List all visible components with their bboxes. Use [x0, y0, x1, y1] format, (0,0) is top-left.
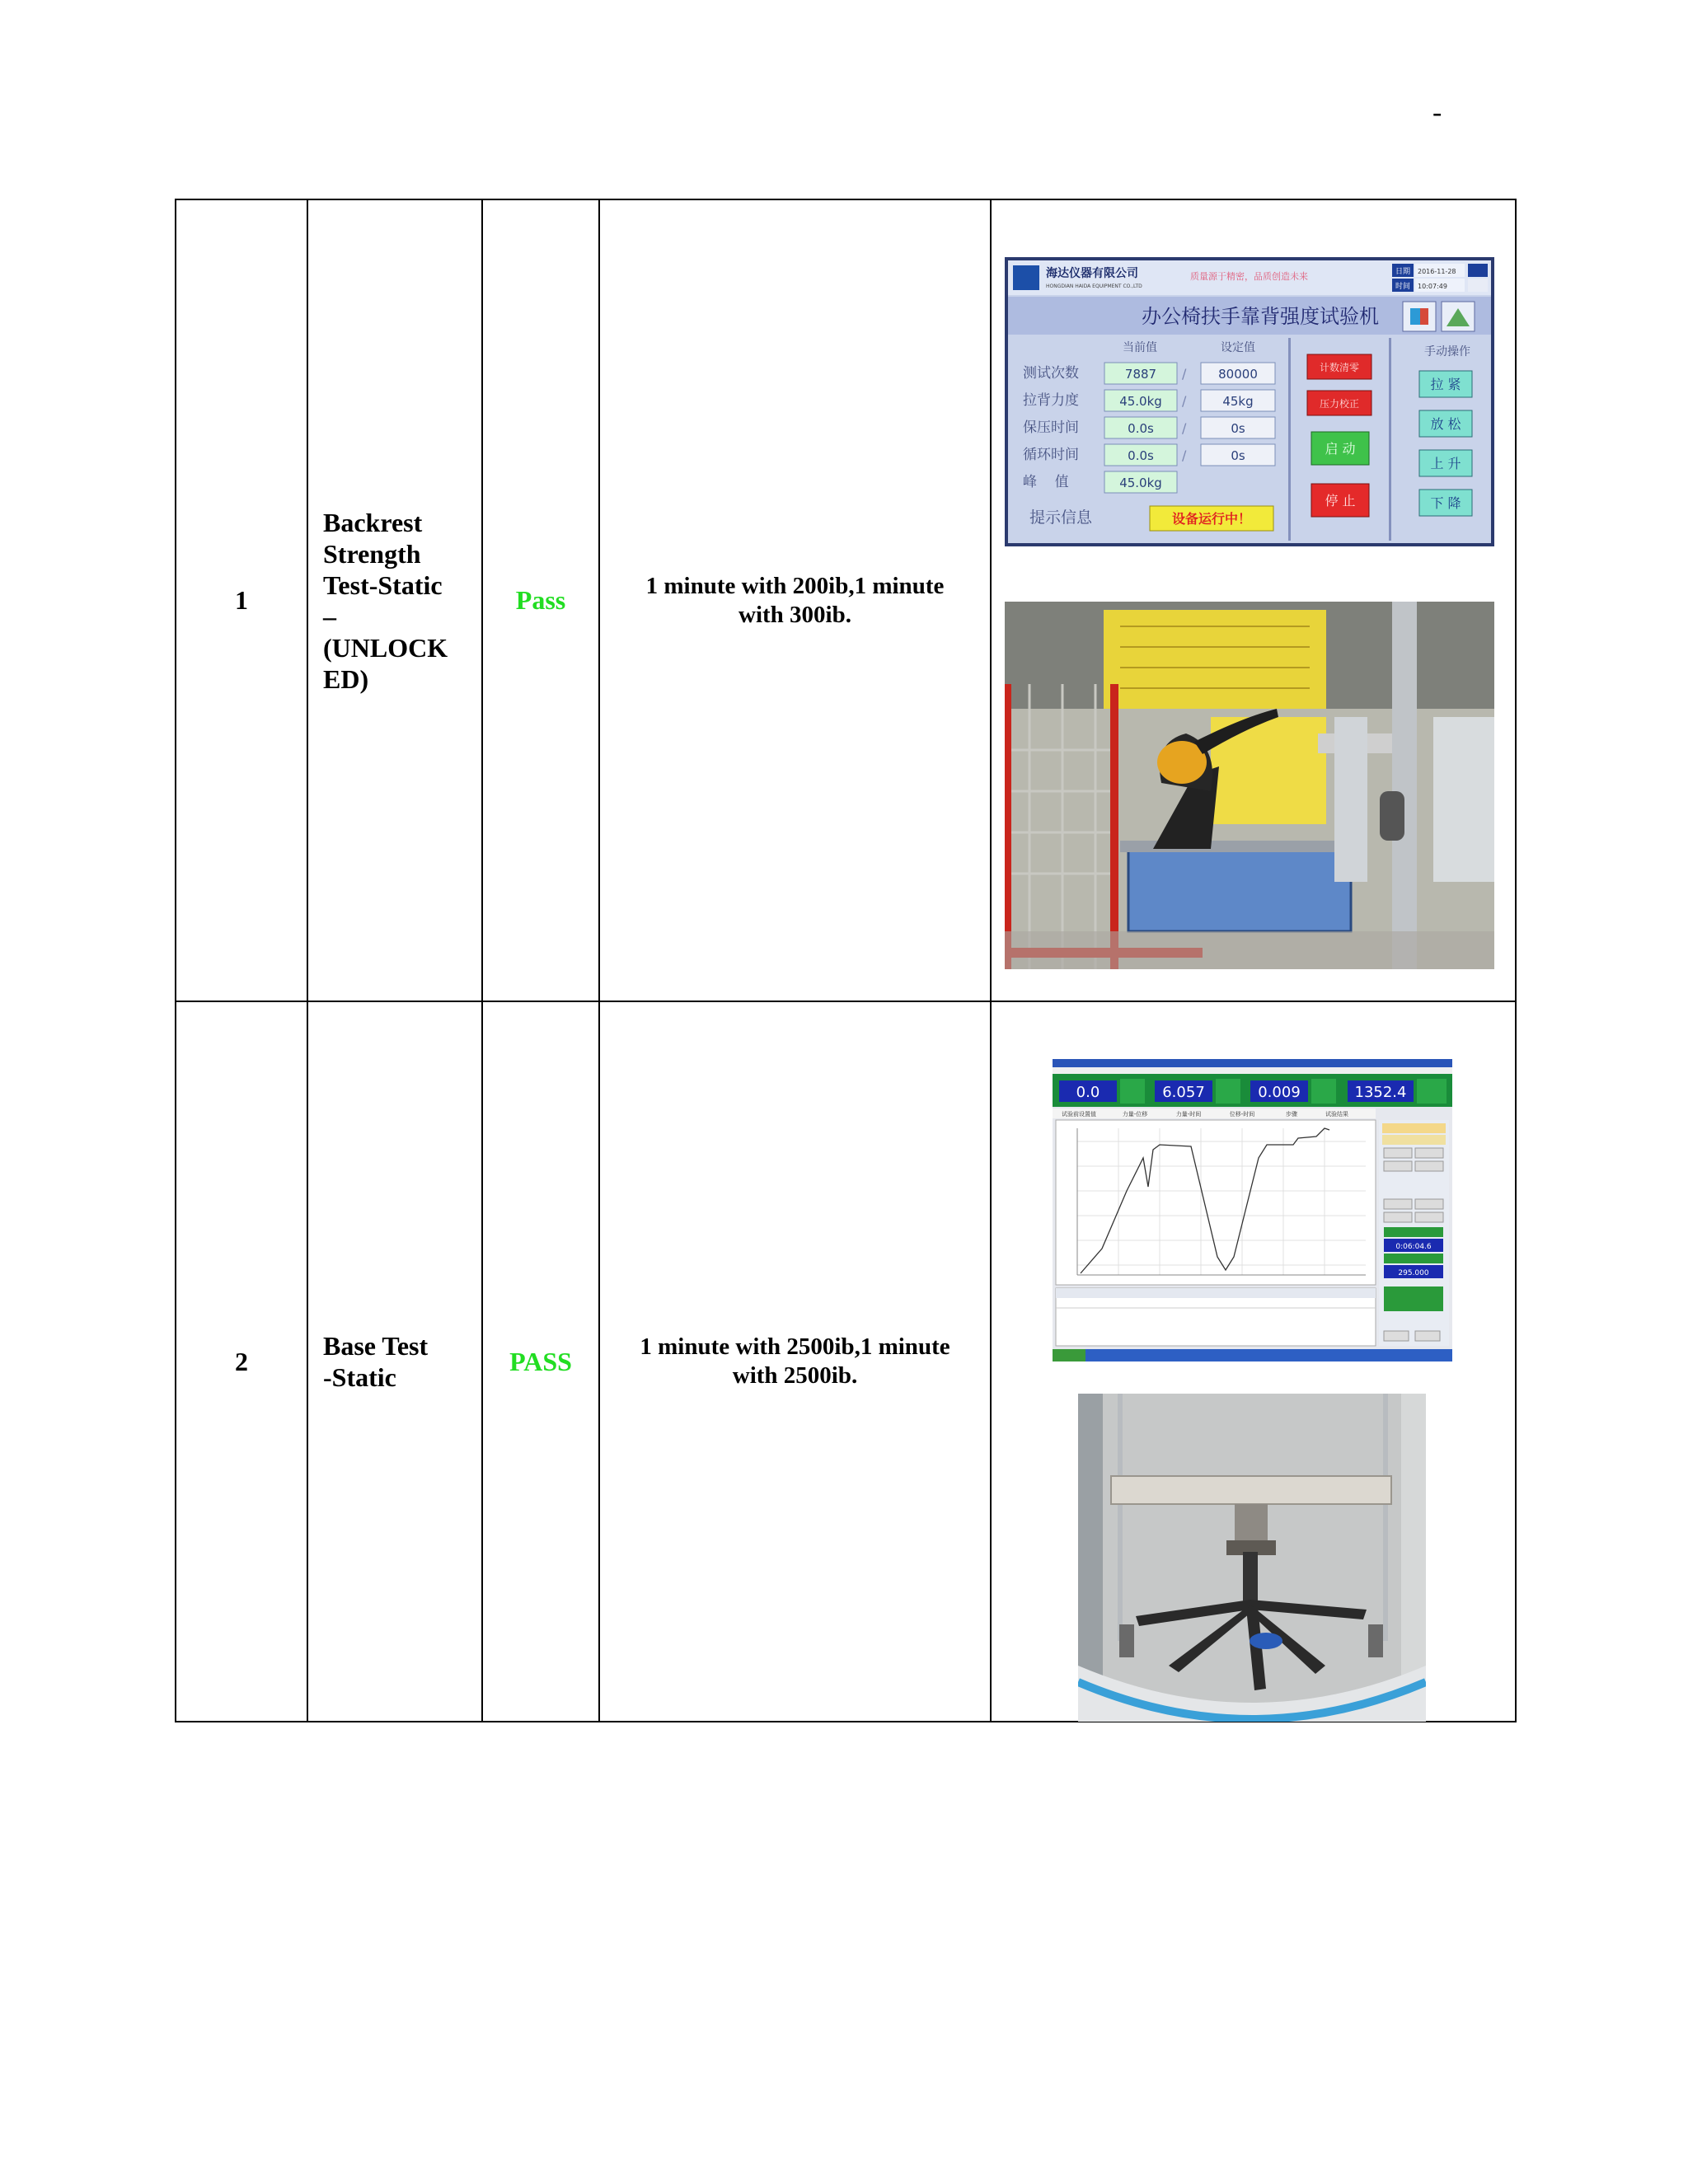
hmi-current-value: 7887 [1124, 367, 1157, 382]
hmi-param-label: 测试次数 [1023, 365, 1079, 382]
svg-text:/: / [1182, 366, 1187, 382]
description-line: with 300ib. [738, 601, 851, 628]
hmi-current-value: 0.0s [1128, 448, 1154, 463]
hmi-set-value: 45kg [1222, 394, 1254, 409]
hmi-set-value: 0s [1231, 448, 1245, 463]
test-result: PASS [482, 1001, 599, 1722]
hmi-param-label: 循环时间 [1023, 447, 1079, 463]
software-tab: 步骤 [1286, 1111, 1297, 1118]
hmi-start-label: 启 动 [1325, 441, 1356, 457]
test-name [307, 199, 482, 1001]
row-number: 1 [176, 199, 307, 1001]
hmi-current-value: 0.0s [1128, 421, 1154, 436]
hmi-notice: 质量源于精密，品质创造未来 [1190, 271, 1308, 282]
hmi-red-button-label: 计数清零 [1319, 362, 1360, 373]
test-name-line: Backrest [323, 507, 423, 537]
software-speed: 295.000 [1398, 1269, 1429, 1277]
hmi-time-value: 10:07:49 [1418, 283, 1447, 290]
row-number: 2 [176, 1001, 307, 1722]
hmi-company-en: HONGDIAN HAIDA EQUIPMENT CO.,LTD [1046, 284, 1142, 289]
test-name-line: -Static [323, 1362, 396, 1392]
hmi-status-text: 设备运行中！ [1171, 511, 1252, 527]
photos-cell [991, 1001, 1516, 1722]
photos-cell [991, 199, 1516, 1001]
svg-text:/: / [1182, 393, 1187, 409]
table-row [176, 1001, 1516, 1722]
test-name-line: – [323, 601, 336, 631]
page-corner-mark: - [1432, 97, 1442, 128]
svg-text:/: / [1182, 420, 1187, 436]
description-line: 1 minute with 200ib,1 minute [645, 572, 945, 599]
hmi-param-label: 拉背力度 [1023, 392, 1079, 409]
description-line: with 2500ib. [732, 1362, 858, 1389]
test-description [599, 199, 991, 1001]
software-screenshot-photo [1053, 1059, 1452, 1361]
hmi-title: 办公椅扶手靠背强度试验机 [1142, 305, 1379, 328]
hmi-screen-photo [1005, 257, 1494, 546]
hmi-status-label: 提示信息 [1029, 509, 1093, 527]
software-tab: 力量-时间 [1175, 1111, 1202, 1118]
hmi-col-current: 当前值 [1123, 341, 1157, 354]
readout-value: 6.057 [1162, 1084, 1205, 1101]
hmi-set-value: 0s [1231, 421, 1245, 436]
software-tab: 力量-位移 [1122, 1111, 1148, 1118]
readout-value: 0.009 [1258, 1084, 1301, 1101]
hmi-stop-label: 停 止 [1325, 493, 1356, 509]
hmi-col-set: 设定值 [1221, 341, 1255, 354]
hmi-current-value: 45.0kg [1119, 476, 1162, 490]
software-tab: 位移-时间 [1229, 1111, 1255, 1118]
svg-text:下 降: 下 降 [1430, 495, 1461, 511]
test-name-line: (UNLOCK [323, 632, 448, 663]
test-name [307, 1001, 482, 1722]
description-line: 1 minute with 2500ib,1 minute [640, 1333, 950, 1360]
software-tab: 试验结果 [1325, 1111, 1348, 1118]
hmi-current-value: 45.0kg [1119, 394, 1162, 409]
hmi-red-button-label: 压力校正 [1319, 398, 1360, 410]
test-result: Pass [482, 199, 599, 1001]
hmi-date-label: 日期 [1395, 268, 1411, 276]
hmi-set-value: 80000 [1218, 367, 1258, 382]
test-results-table [175, 199, 1517, 1722]
backrest-test-rig-photo [1005, 602, 1494, 969]
readout-value: 0.0 [1076, 1084, 1100, 1101]
hmi-time-label: 时间 [1395, 283, 1411, 291]
test-description [599, 1001, 991, 1722]
base-test-machine-photo [1078, 1394, 1426, 1722]
software-timer: 0:06:04.6 [1395, 1243, 1432, 1251]
test-name-line: Test-Static [323, 569, 443, 600]
hmi-company: 海达仪器有限公司 [1046, 267, 1138, 280]
readout-value: 1352.4 [1354, 1084, 1407, 1101]
svg-text:上 升: 上 升 [1430, 456, 1461, 471]
svg-text:拉 紧: 拉 紧 [1430, 377, 1461, 392]
hmi-param-label: 保压时间 [1023, 419, 1079, 436]
hmi-manual-title: 手动操作 [1424, 345, 1470, 359]
svg-text:放 松: 放 松 [1430, 416, 1461, 432]
test-name-line: ED) [323, 663, 369, 694]
test-name-line: Strength [323, 538, 421, 569]
table-row [176, 199, 1516, 1001]
test-name-line: Base Test [323, 1331, 429, 1361]
svg-text:/: / [1182, 448, 1187, 463]
software-tab: 试验前设置值 [1062, 1111, 1096, 1118]
hmi-param-label: 峰 值 [1023, 474, 1069, 490]
hmi-date-value: 2016-11-28 [1418, 268, 1456, 275]
